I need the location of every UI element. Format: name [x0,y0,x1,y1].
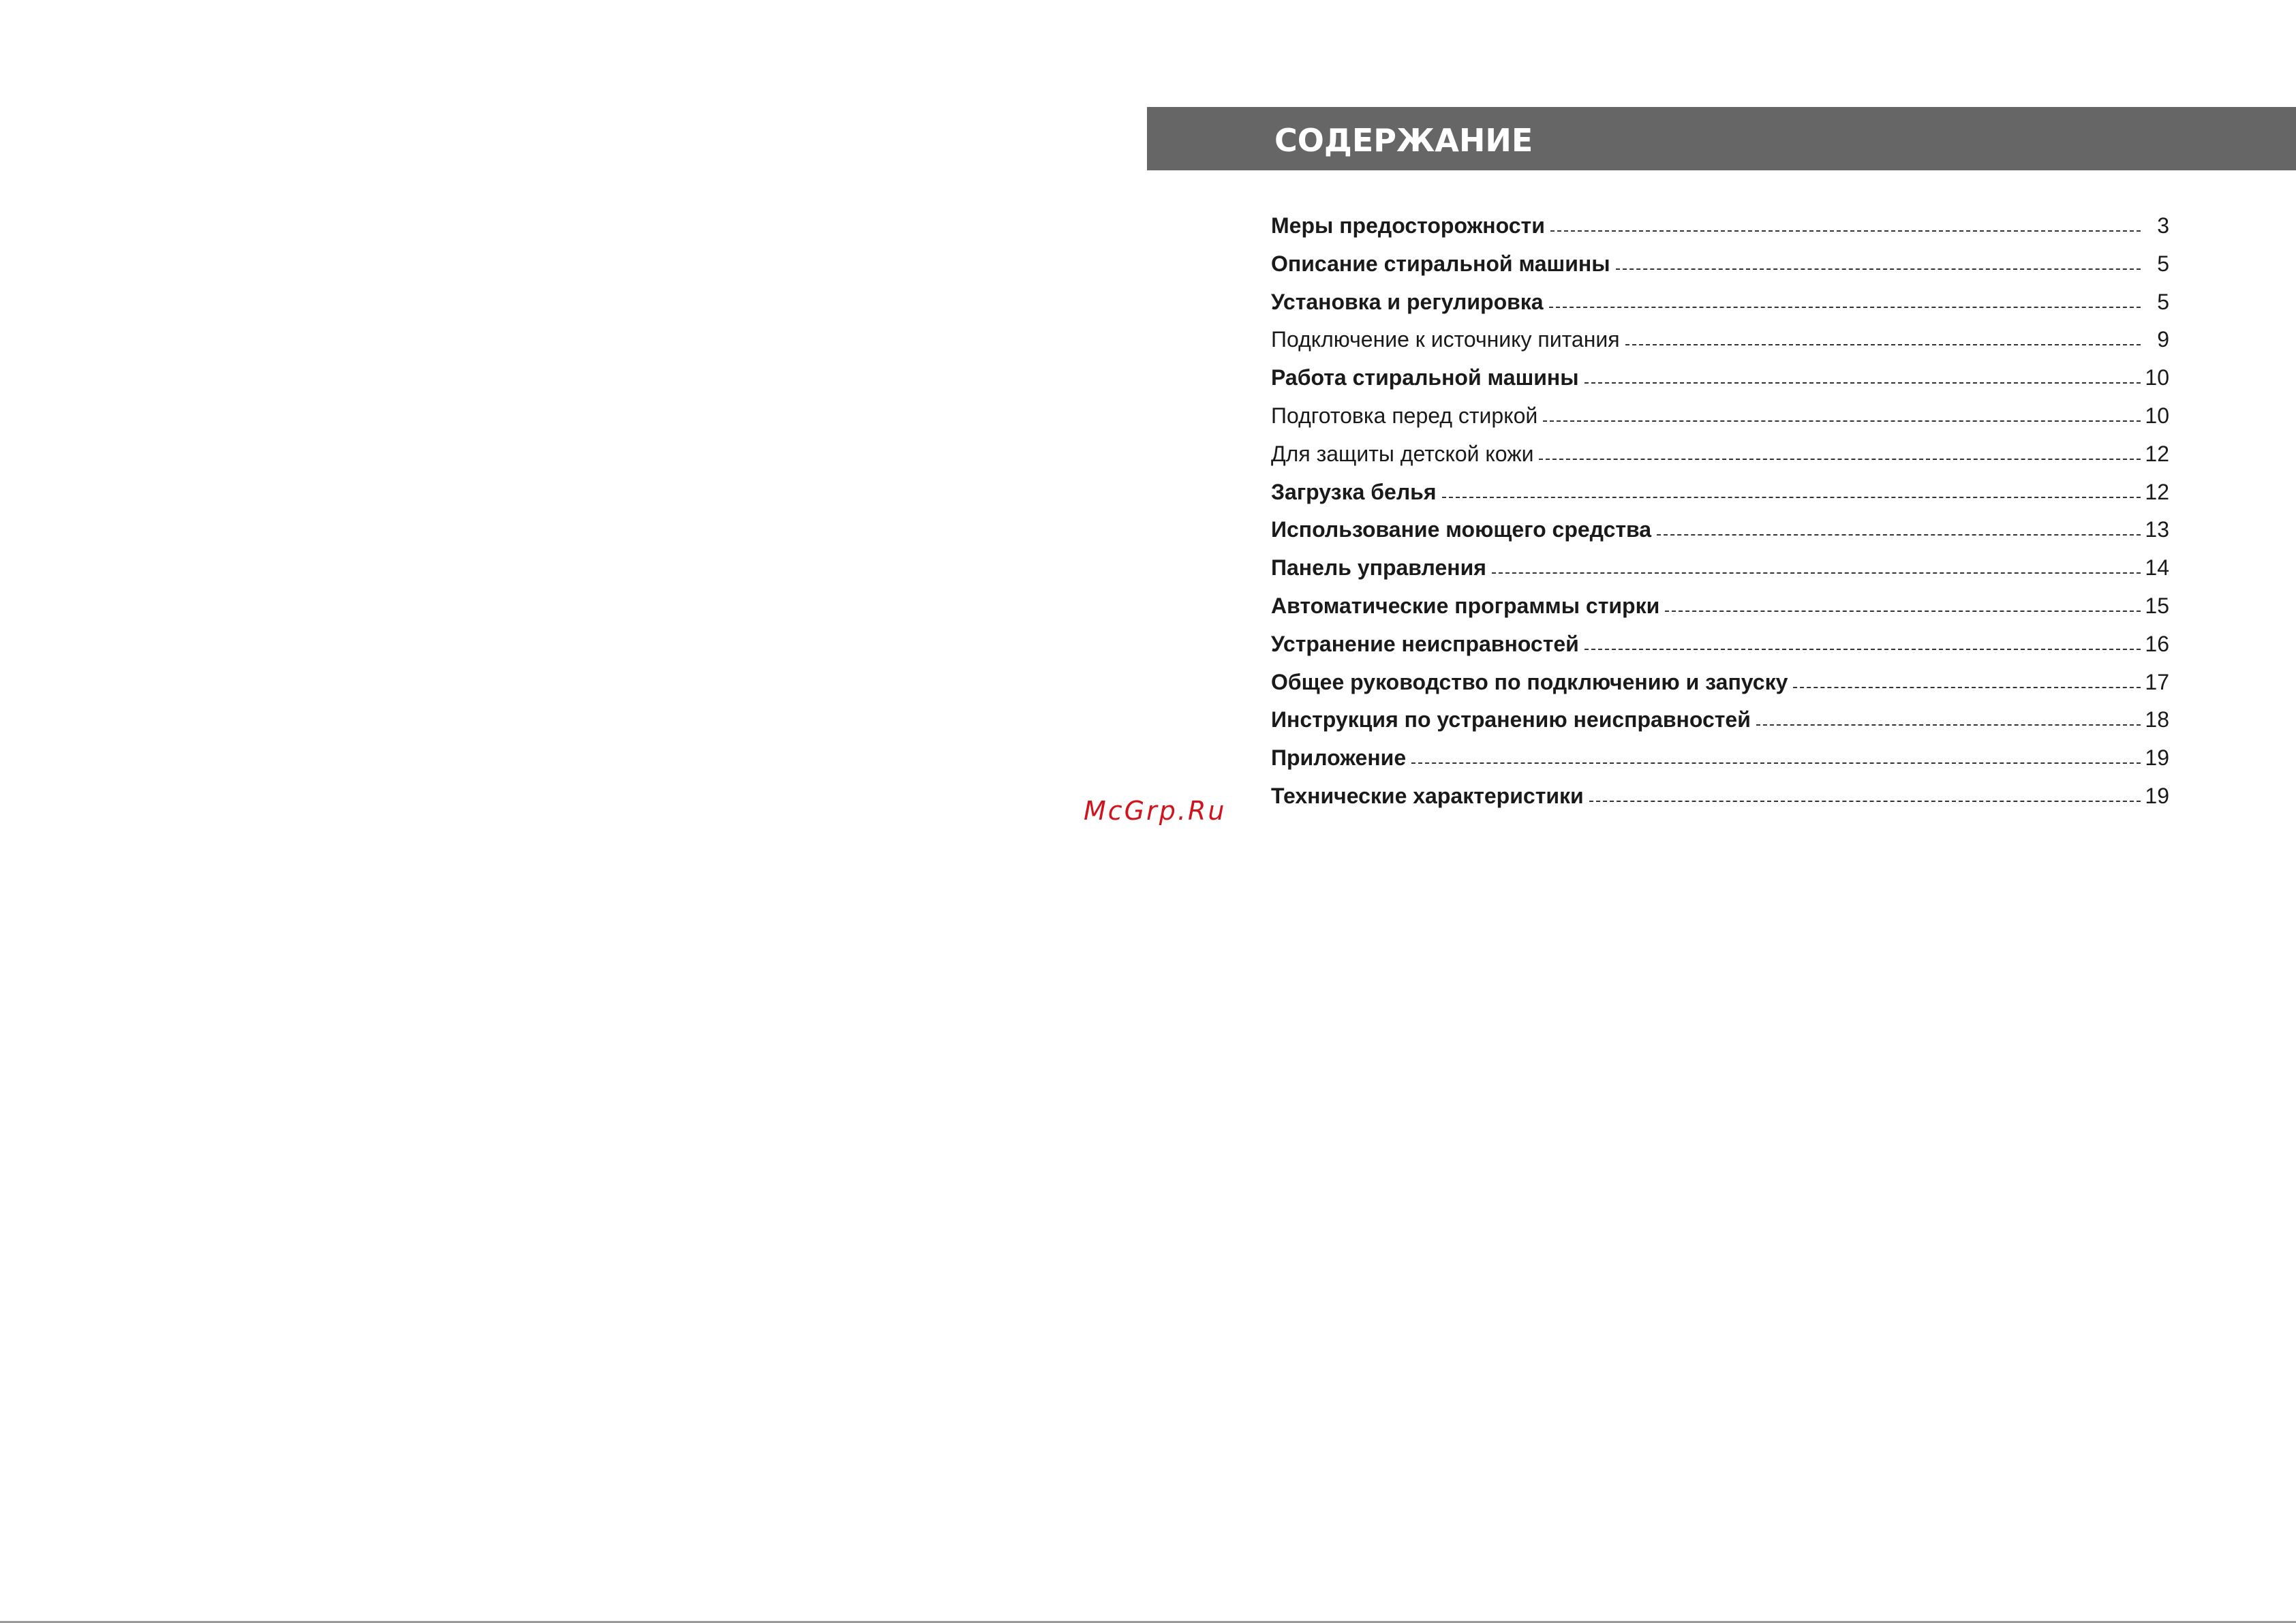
toc-dot-leader [1549,307,2141,308]
toc-page-number: 3 [2157,213,2169,238]
toc-page-number: 14 [2145,555,2169,581]
toc-page-number: 19 [2145,783,2169,808]
toc-page-number: 13 [2145,517,2169,542]
toc-entry-label: Устранение неисправностей [1271,631,1579,656]
toc-dot-leader [1442,497,2141,498]
toc-page-number: 10 [2145,365,2169,390]
toc-entry[interactable] [1271,365,2169,403]
toc-entry-label: Инструкция по устранению неисправностей [1271,707,1751,732]
toc-entry[interactable] [1271,442,2169,480]
toc-page-number: 17 [2145,669,2169,694]
toc-entry[interactable] [1271,784,2169,822]
toc-entry[interactable] [1271,213,2169,251]
toc-dot-leader [1585,649,2141,650]
toc-dot-leader [1665,610,2141,612]
toc-entry[interactable] [1271,707,2169,745]
toc-page-number: 19 [2145,745,2169,771]
toc-page-number: 12 [2145,479,2169,504]
toc-page-number: 12 [2145,441,2169,466]
toc-entry-label: Автоматические программы стирки [1271,593,1660,618]
toc-entry-label: Описание стиральной машины [1271,251,1610,276]
toc-dot-leader [1411,762,2141,764]
toc-entry[interactable] [1271,517,2169,555]
toc-entry-label: Подготовка перед стиркой [1271,403,1538,428]
toc-entry[interactable] [1271,403,2169,442]
toc-entry[interactable] [1271,480,2169,518]
toc-entry-label: Работа стиральной машины [1271,365,1579,390]
toc-entry-label: Подключение к источнику питания [1271,327,1620,352]
page-title: СОДЕРЖАНИЕ [1274,122,1533,159]
toc-page-number: 18 [2145,707,2169,732]
toc-page-number: 5 [2157,289,2169,314]
toc-entry-label: Для защиты детской кожи [1271,441,1534,466]
watermark: McGrp.Ru [1084,796,1227,826]
toc-page-number: 9 [2157,327,2169,352]
toc-dot-leader [1550,230,2141,232]
toc-page-number: 16 [2145,631,2169,656]
toc-entry-label: Общее руководство по подключению и запуску [1271,669,1788,694]
toc-entry[interactable] [1271,593,2169,632]
toc-page-number: 15 [2145,593,2169,618]
toc-dot-leader [1543,420,2141,422]
toc-dot-leader [1616,268,2141,270]
toc-entry[interactable] [1271,745,2169,784]
toc-page-number: 5 [2157,251,2169,276]
toc-entry-label: Установка и регулировка [1271,289,1544,314]
toc-dot-leader [1657,534,2141,536]
toc-entry[interactable] [1271,251,2169,290]
toc-entry-label: Меры предосторожности [1271,213,1545,238]
toc-entry[interactable] [1271,290,2169,328]
toc-entry[interactable] [1271,327,2169,365]
toc-dot-leader [1756,724,2141,726]
toc-entry-label: Загрузка белья [1271,479,1437,504]
toc-entry-label: Приложение [1271,745,1407,771]
toc-dot-leader [1539,459,2141,460]
toc-entry-label: Использование моющего средства [1271,517,1652,542]
table-of-contents [1271,213,2169,822]
toc-dot-leader [1625,344,2141,345]
toc-dot-leader [1585,382,2141,384]
toc-dot-leader [1793,687,2141,688]
toc-dot-leader [1492,572,2141,574]
toc-entry-label: Технические характеристики [1271,783,1584,808]
toc-entry[interactable] [1271,670,2169,708]
toc-entry[interactable] [1271,555,2169,593]
toc-dot-leader [1589,801,2141,802]
toc-entry[interactable] [1271,632,2169,670]
toc-entry-label: Панель управления [1271,555,1486,581]
toc-page-number: 10 [2145,403,2169,428]
